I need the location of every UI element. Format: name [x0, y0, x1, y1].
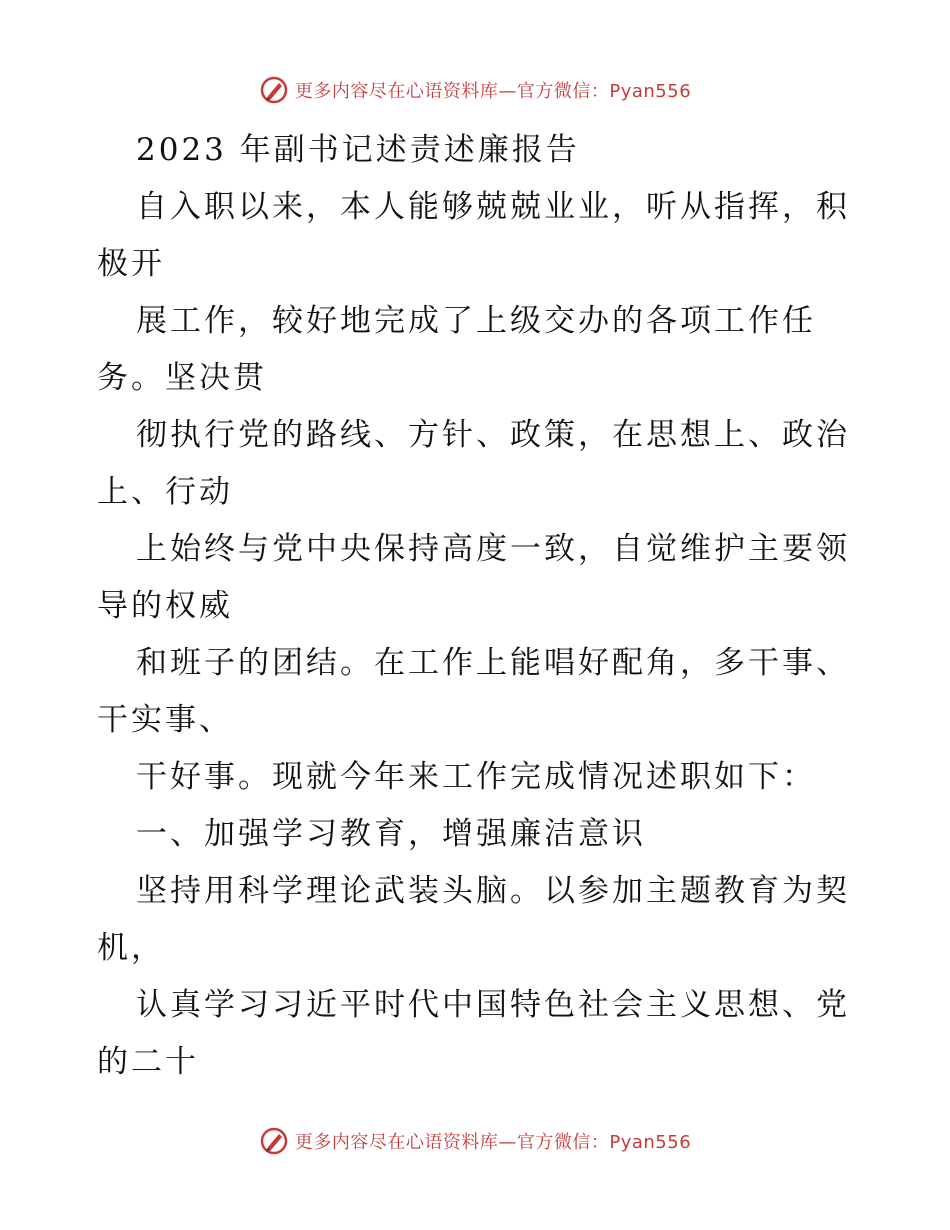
paragraph-line: 的二十	[97, 1044, 199, 1080]
paragraph-line: 和班子的团结。在工作上能唱好配角，多干事、	[136, 645, 850, 681]
paragraph-line: 干实事、	[97, 702, 233, 738]
watermark-text: 更多内容尽在心语资料库—官方微信：Pyan556	[294, 81, 692, 102]
pen-logo-icon	[259, 75, 289, 105]
paragraph-line: 展工作，较好地完成了上级交办的各项工作任	[136, 303, 816, 339]
paragraph-line: 干好事。现就今年来工作完成情况述职如下：	[136, 759, 816, 795]
watermark-text: 更多内容尽在心语资料库—官方微信：Pyan556	[294, 1132, 692, 1153]
paragraph-line: 自入职以来，本人能够兢兢业业，听从指挥，积	[136, 189, 850, 225]
document-title: 2023 年副书记述责述廉报告	[136, 132, 580, 168]
paragraph-line: 务。坚决贯	[97, 360, 267, 396]
section-heading: 一、加强学习教育，增强廉洁意识	[136, 816, 646, 852]
header-watermark-banner	[0, 70, 950, 110]
pen-logo-icon	[259, 1126, 289, 1156]
paragraph-line: 上始终与党中央保持高度一致，自觉维护主要领	[136, 531, 850, 567]
paragraph-line: 坚持用科学理论武装头脑。以参加主题教育为契	[136, 873, 850, 909]
paragraph-line: 上、行动	[97, 474, 233, 510]
paragraph-line: 机，	[97, 930, 165, 966]
paragraph-line: 导的权威	[97, 588, 233, 624]
paragraph-line: 彻执行党的路线、方针、政策，在思想上、政治	[136, 417, 850, 453]
paragraph-line: 认真学习习近平时代中国特色社会主义思想、党	[136, 987, 850, 1023]
paragraph-line: 极开	[97, 246, 165, 282]
footer-watermark-banner	[0, 1121, 950, 1161]
